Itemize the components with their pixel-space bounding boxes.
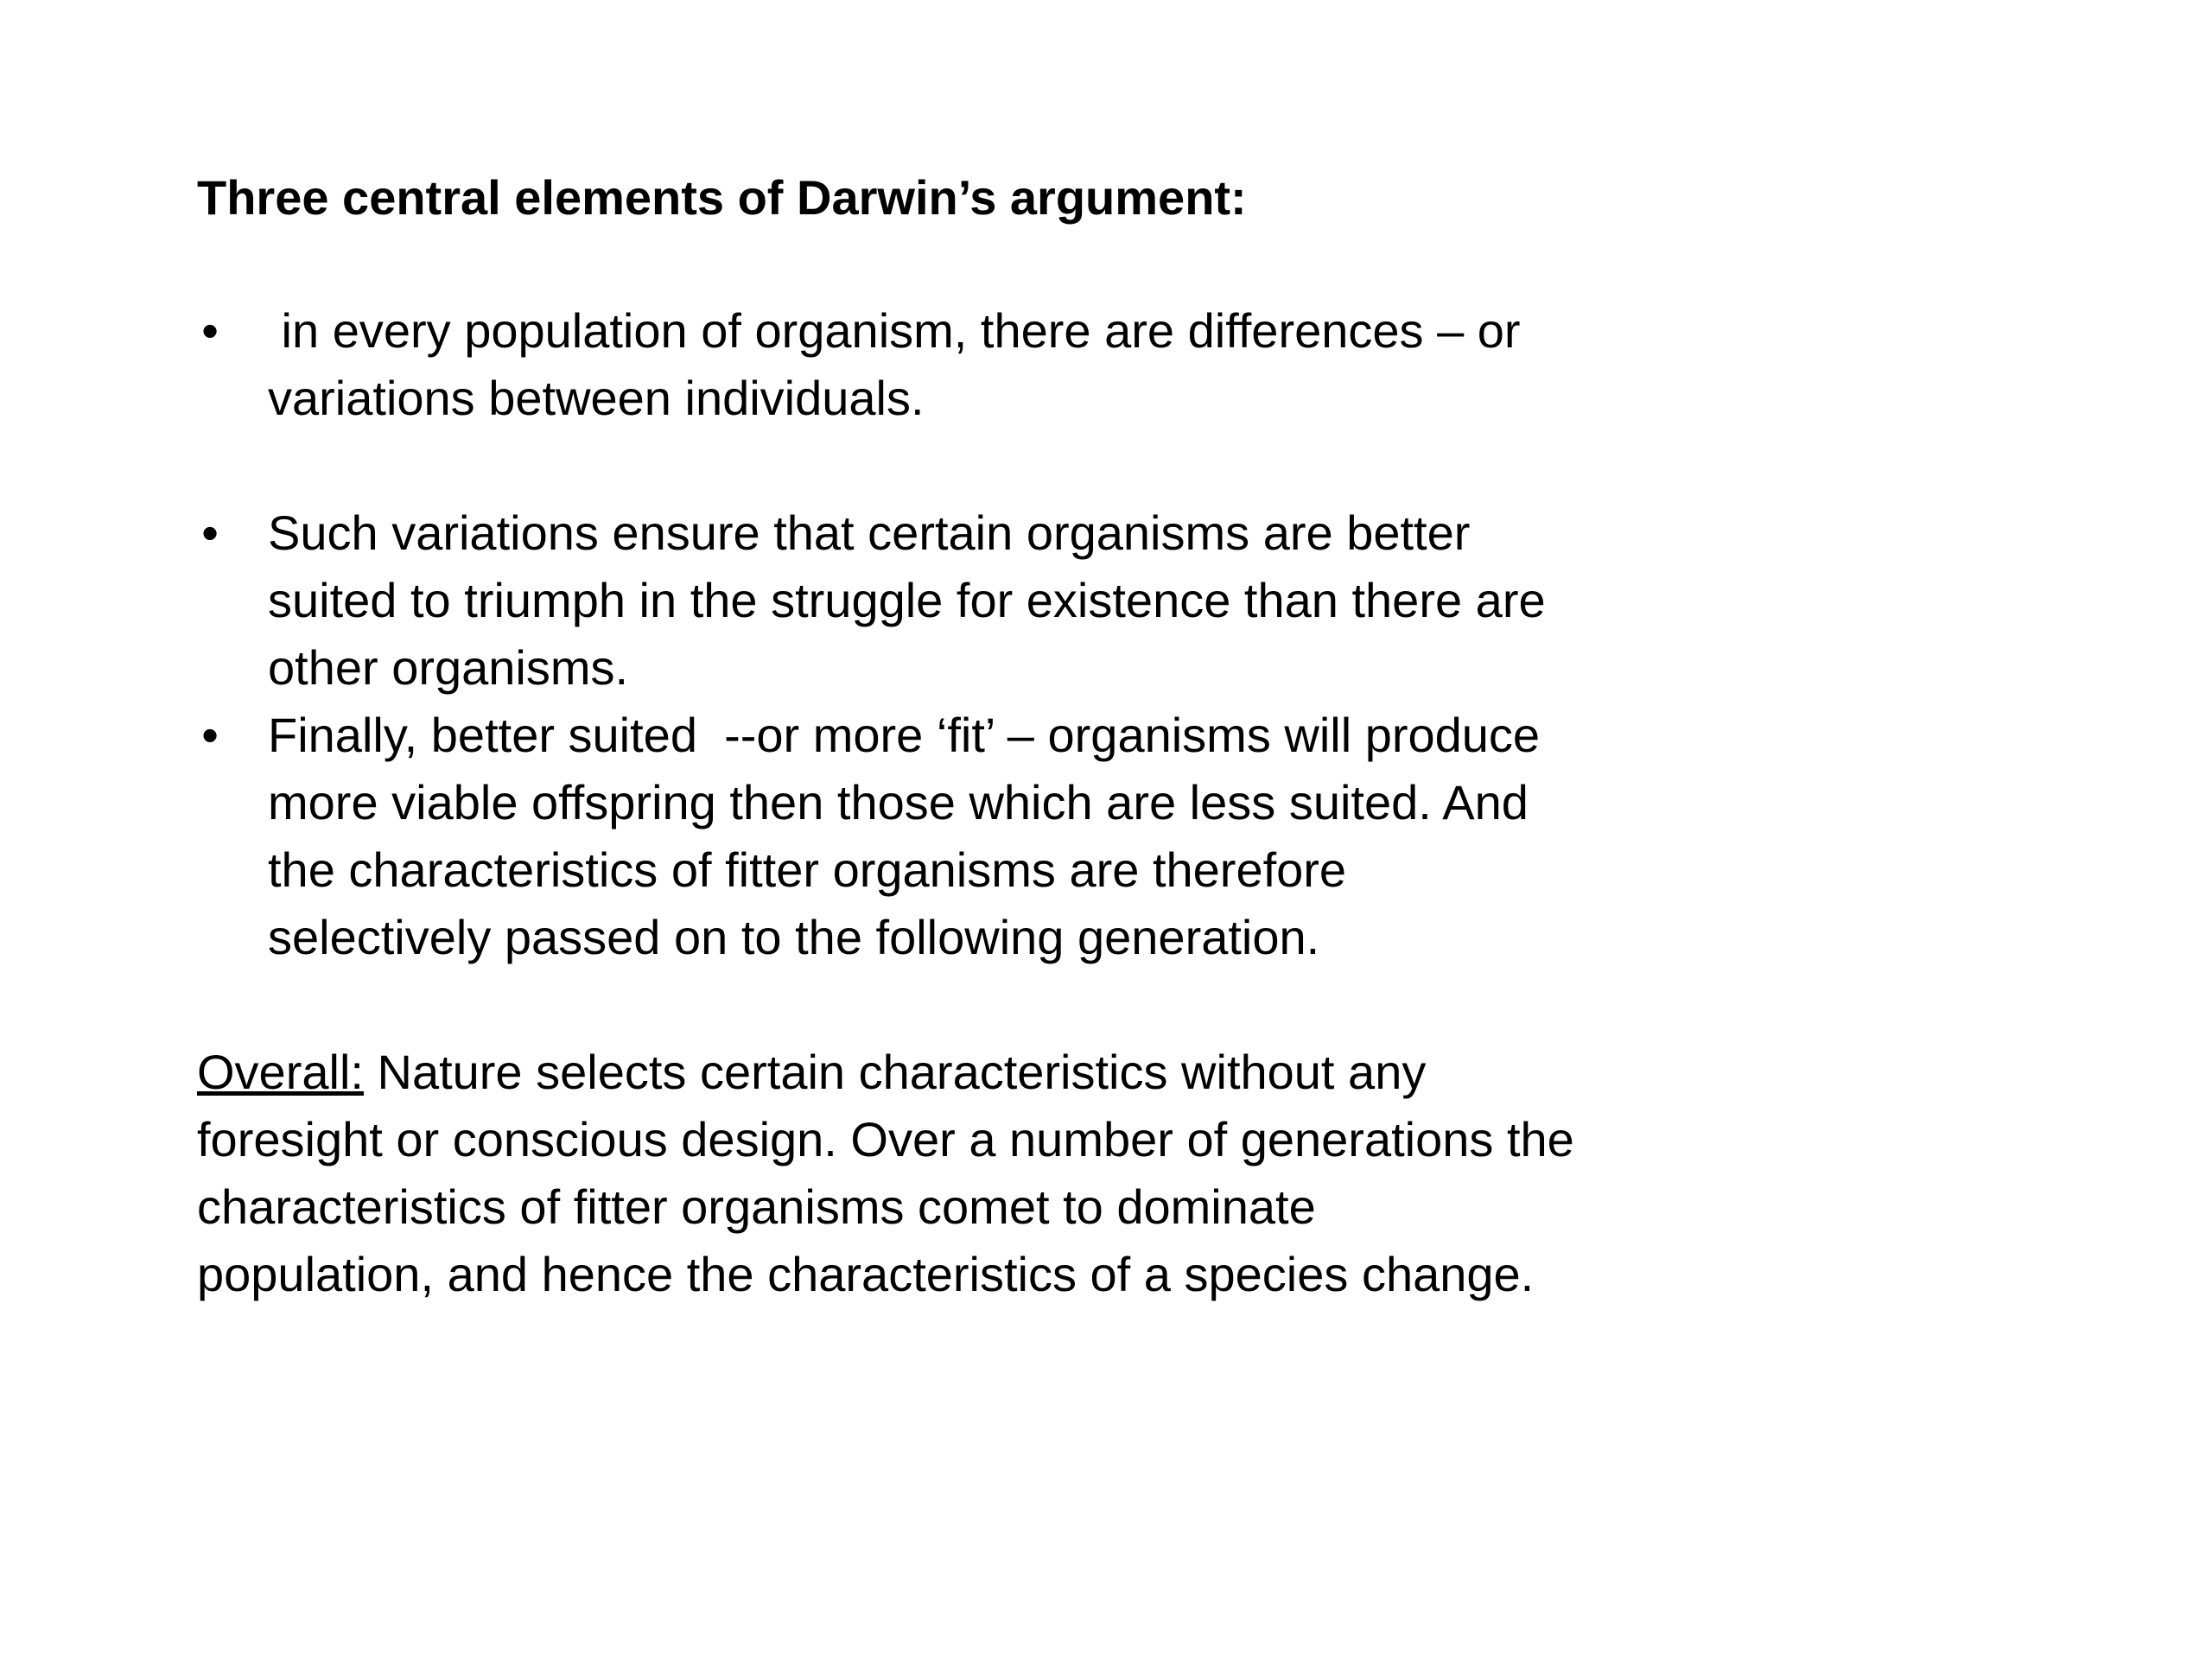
slide-heading: Three central elements of Darwin’s argument: — [197, 170, 1247, 225]
bullet-line: the characteristics of fitter organisms are therefore — [268, 842, 1347, 897]
bullet-line: other organisms. — [268, 640, 629, 695]
overall-line: foresight or conscious design. Over a number of generations the — [197, 1112, 1574, 1166]
slide-content — [197, 164, 1718, 1308]
bullet-item — [197, 297, 1718, 432]
overall-label: Overall: — [197, 1045, 364, 1099]
overall-line: characteristics of fitter organisms comet to dominate — [197, 1179, 1316, 1234]
bullet-line: variations between individuals. — [268, 371, 925, 425]
bullet-item — [197, 499, 1718, 702]
bullet-line: Such variations ensure that certain organisms are better — [268, 505, 1471, 560]
bullet-line: Finally, better suited --or more ‘fit’ – organisms will produce — [268, 708, 1541, 762]
overall-line: population, and hence the characteristics of a species change. — [197, 1247, 1535, 1301]
bullet-line: selectively passed on to the following generation. — [268, 910, 1320, 964]
overall-first-line — [197, 1039, 1718, 1106]
bullet-line: in every population of organism, there are differences – or — [268, 303, 1521, 358]
bullet-list — [197, 297, 1718, 971]
bullet-item — [197, 702, 1718, 971]
bullet-dot-icon: • — [201, 505, 219, 560]
overall-text: Nature selects certain characteristics without any — [363, 1045, 1427, 1099]
bullet-line: more viable offspring then those which are less suited. And — [268, 775, 1529, 830]
bullet-dot-icon: • — [201, 303, 219, 358]
bullet-dot-icon: • — [201, 708, 219, 762]
bullet-line: suited to triumph in the struggle for existence than there are — [268, 573, 1546, 627]
overall-paragraph — [197, 1039, 1718, 1308]
